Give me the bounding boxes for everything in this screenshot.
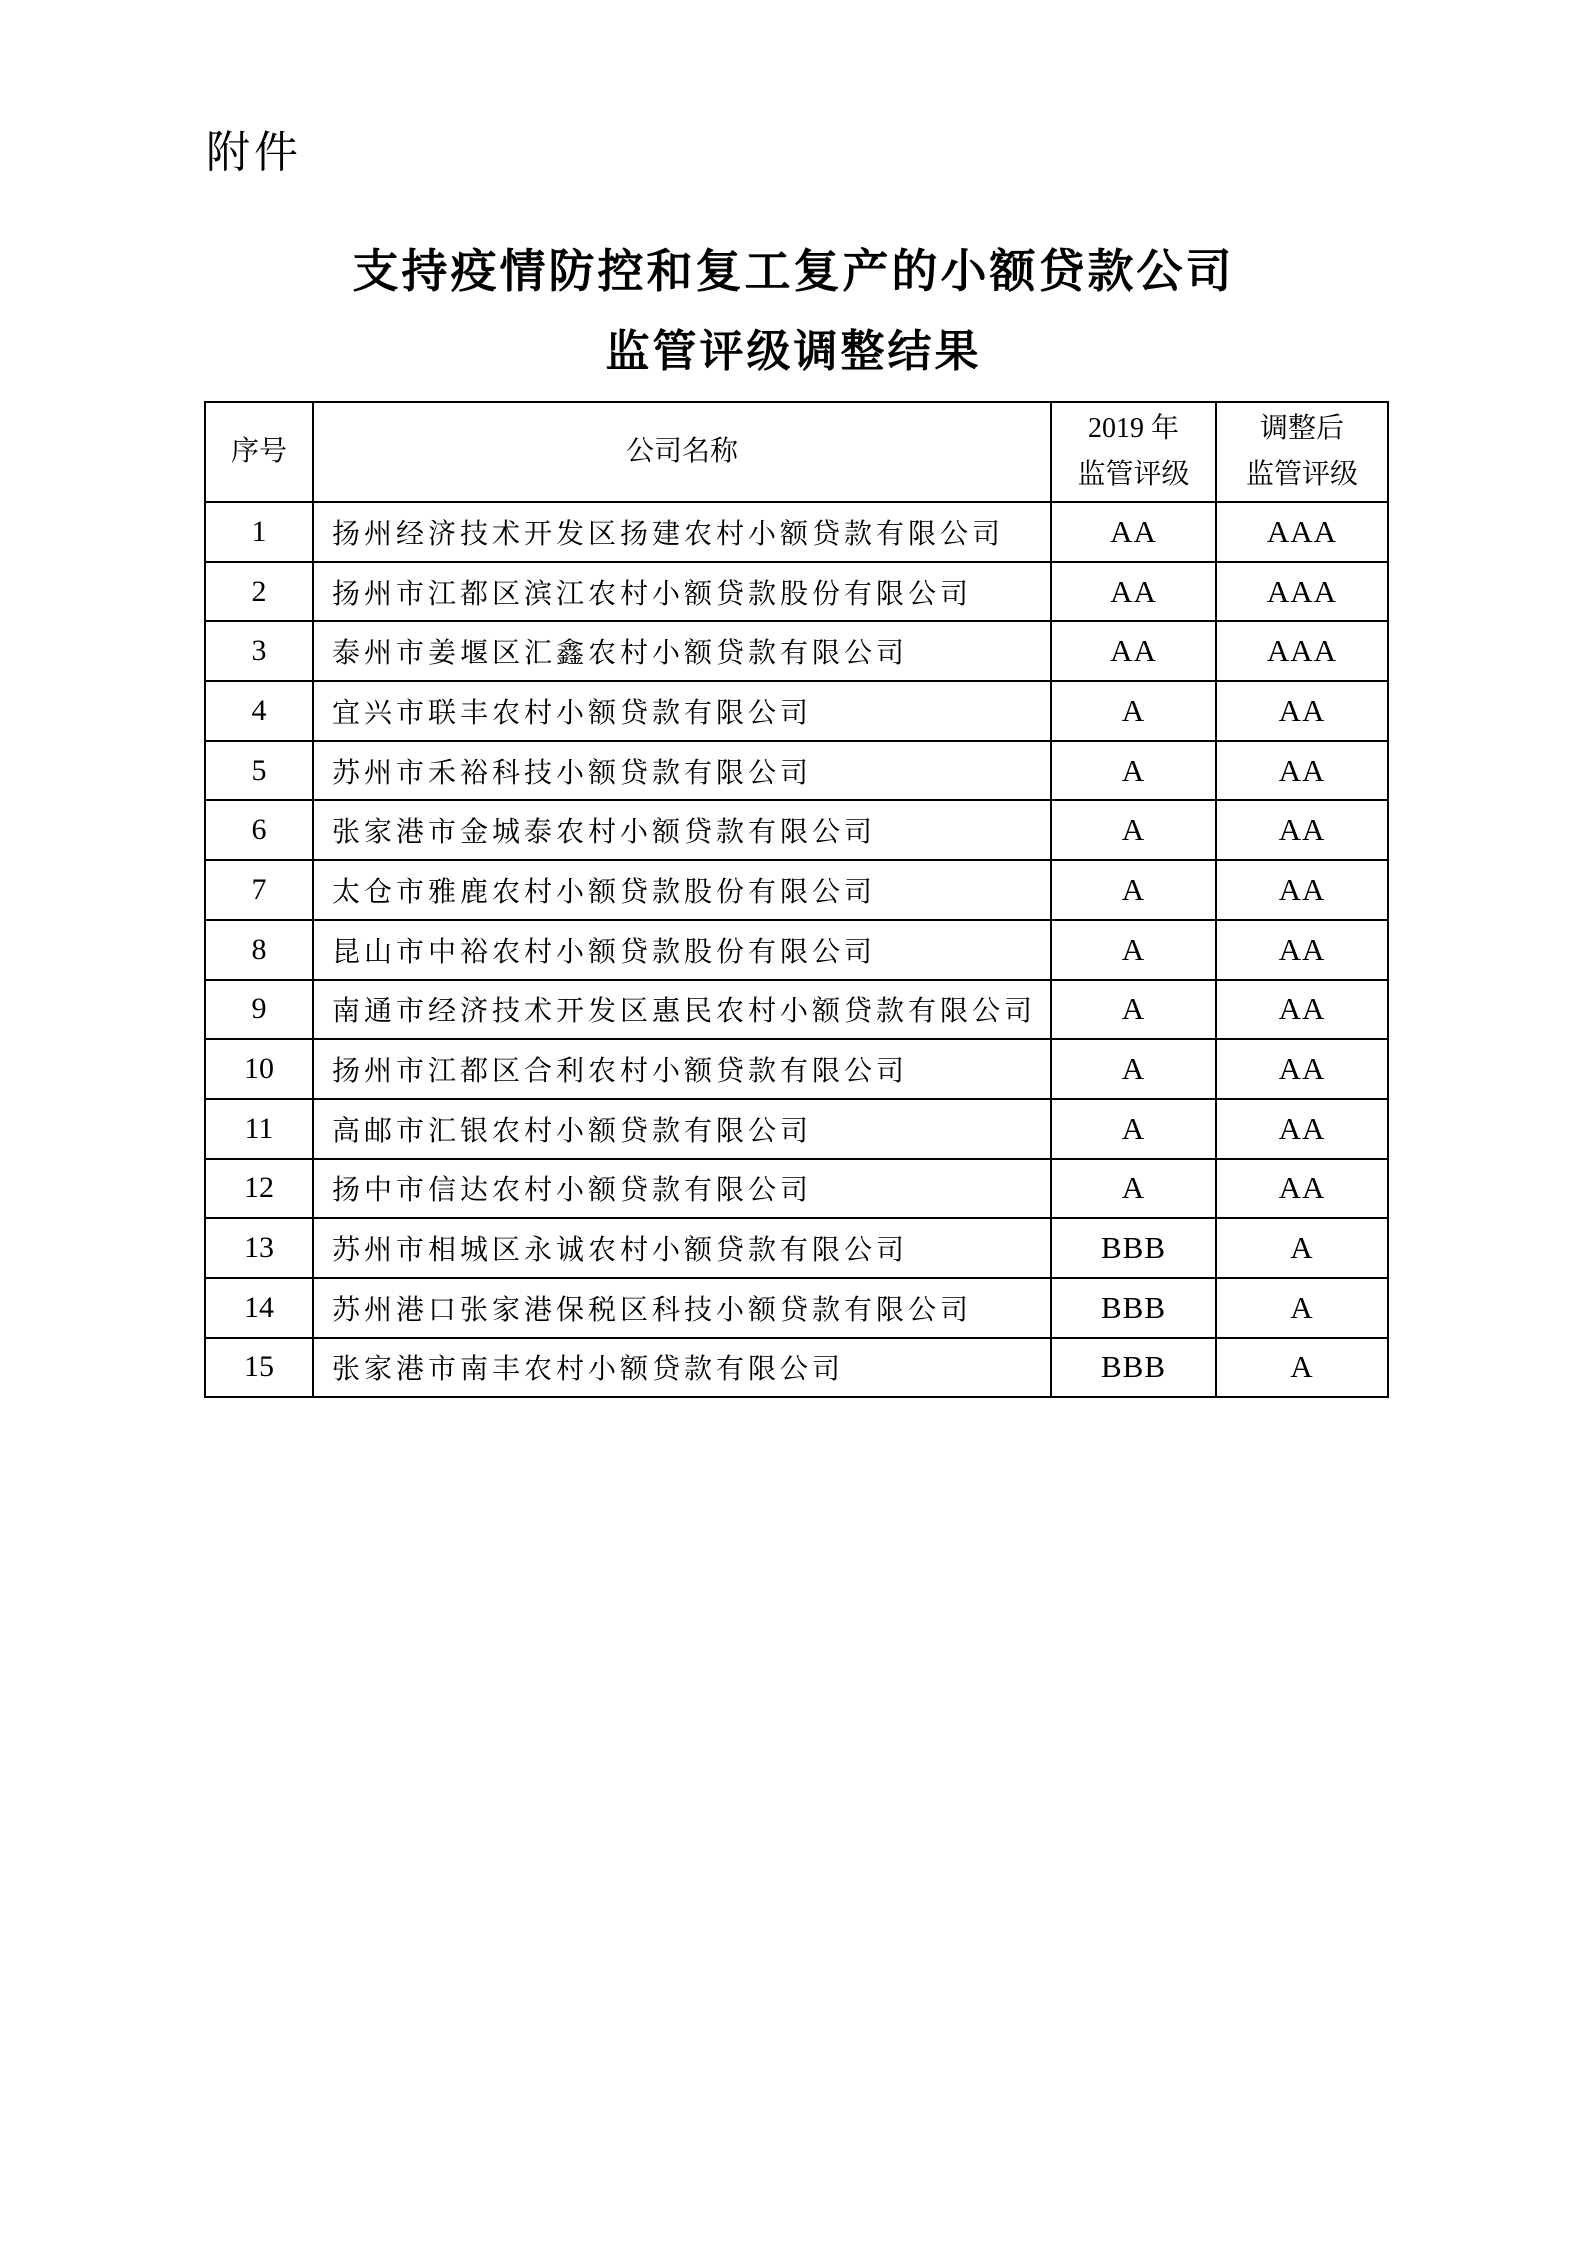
row-index: 15 <box>205 1338 313 1398</box>
company-name: 扬州市江都区滨江农村小额贷款股份有限公司 <box>313 562 1051 622</box>
company-name: 苏州港口张家港保税区科技小额贷款有限公司 <box>313 1278 1051 1338</box>
row-index: 4 <box>205 681 313 741</box>
table-row <box>205 1039 1388 1099</box>
company-name: 张家港市金城泰农村小额贷款有限公司 <box>313 800 1051 860</box>
rating-adjusted: AA <box>1216 741 1388 801</box>
table-row <box>205 1338 1388 1398</box>
rating-2019: BBB <box>1051 1338 1216 1398</box>
rating-2019: A <box>1051 800 1216 860</box>
rating-adjusted: A <box>1216 1338 1388 1398</box>
table-row <box>205 741 1388 801</box>
company-name: 扬中市信达农村小额贷款有限公司 <box>313 1159 1051 1219</box>
document-title <box>0 247 1587 376</box>
company-name: 太仓市雅鹿农村小额贷款股份有限公司 <box>313 860 1051 920</box>
row-index: 5 <box>205 741 313 801</box>
rating-adjusted: AA <box>1216 860 1388 920</box>
table-row <box>205 800 1388 860</box>
rating-adjusted: AA <box>1216 681 1388 741</box>
rating-adjusted: AA <box>1216 980 1388 1040</box>
table-row <box>205 980 1388 1040</box>
attachment-label: 附件 <box>206 128 302 177</box>
company-name: 南通市经济技术开发区惠民农村小额贷款有限公司 <box>313 980 1051 1040</box>
table-row <box>205 920 1388 980</box>
header-rating-2019 <box>1051 402 1216 502</box>
rating-2019: A <box>1051 741 1216 801</box>
rating-adjusted: AA <box>1216 1039 1388 1099</box>
header-rating-adjusted-line1: 调整后 <box>1259 413 1344 444</box>
header-rating-adjusted-line2: 监管评级 <box>1245 459 1358 490</box>
table-row <box>205 860 1388 920</box>
header-rating-2019-line1: 2019 年 <box>1087 413 1179 444</box>
row-index: 9 <box>205 980 313 1040</box>
row-index: 3 <box>205 621 313 681</box>
row-index: 12 <box>205 1159 313 1219</box>
row-index: 1 <box>205 502 313 562</box>
company-name: 扬州市江都区合利农村小额贷款有限公司 <box>313 1039 1051 1099</box>
rating-2019: A <box>1051 1159 1216 1219</box>
rating-adjusted: A <box>1216 1218 1388 1278</box>
rating-2019: A <box>1051 681 1216 741</box>
rating-2019: A <box>1051 1099 1216 1159</box>
rating-2019: A <box>1051 860 1216 920</box>
rating-adjusted: AA <box>1216 1099 1388 1159</box>
row-index: 14 <box>205 1278 313 1338</box>
table-row <box>205 621 1388 681</box>
rating-2019: AA <box>1051 502 1216 562</box>
title-line-2: 监管评级调整结果 <box>605 326 982 376</box>
table-row <box>205 1099 1388 1159</box>
company-name: 高邮市汇银农村小额贷款有限公司 <box>313 1099 1051 1159</box>
title-line-1: 支持疫情防控和复工复产的小额贷款公司 <box>352 246 1235 297</box>
company-name: 扬州经济技术开发区扬建农村小额贷款有限公司 <box>313 502 1051 562</box>
table-row <box>205 1159 1388 1219</box>
rating-adjusted: AAA <box>1216 562 1388 622</box>
rating-2019: AA <box>1051 621 1216 681</box>
rating-2019: A <box>1051 920 1216 980</box>
rating-adjusted: AA <box>1216 800 1388 860</box>
table-row <box>205 562 1388 622</box>
header-company-name: 公司名称 <box>313 402 1051 502</box>
table-row <box>205 1218 1388 1278</box>
row-index: 10 <box>205 1039 313 1099</box>
rating-adjusted: AAA <box>1216 502 1388 562</box>
table-row <box>205 1278 1388 1338</box>
row-index: 7 <box>205 860 313 920</box>
rating-2019: A <box>1051 1039 1216 1099</box>
header-rating-2019-line2: 监管评级 <box>1077 459 1190 490</box>
rating-adjusted: AA <box>1216 920 1388 980</box>
header-rating-adjusted <box>1216 402 1388 502</box>
rating-table <box>204 401 1389 1398</box>
rating-2019: BBB <box>1051 1278 1216 1338</box>
rating-2019: BBB <box>1051 1218 1216 1278</box>
header-index: 序号 <box>205 402 313 502</box>
row-index: 11 <box>205 1099 313 1159</box>
row-index: 6 <box>205 800 313 860</box>
company-name: 宜兴市联丰农村小额贷款有限公司 <box>313 681 1051 741</box>
table-row <box>205 502 1388 562</box>
rating-2019: AA <box>1051 562 1216 622</box>
company-name: 苏州市禾裕科技小额贷款有限公司 <box>313 741 1051 801</box>
rating-adjusted: A <box>1216 1278 1388 1338</box>
rating-2019: A <box>1051 980 1216 1040</box>
row-index: 13 <box>205 1218 313 1278</box>
row-index: 2 <box>205 562 313 622</box>
table-header-row <box>205 402 1388 502</box>
company-name: 苏州市相城区永诚农村小额贷款有限公司 <box>313 1218 1051 1278</box>
rating-adjusted: AA <box>1216 1159 1388 1219</box>
company-name: 泰州市姜堰区汇鑫农村小额贷款有限公司 <box>313 621 1051 681</box>
rating-adjusted: AAA <box>1216 621 1388 681</box>
table-row <box>205 681 1388 741</box>
company-name: 昆山市中裕农村小额贷款股份有限公司 <box>313 920 1051 980</box>
row-index: 8 <box>205 920 313 980</box>
company-name: 张家港市南丰农村小额贷款有限公司 <box>313 1338 1051 1398</box>
